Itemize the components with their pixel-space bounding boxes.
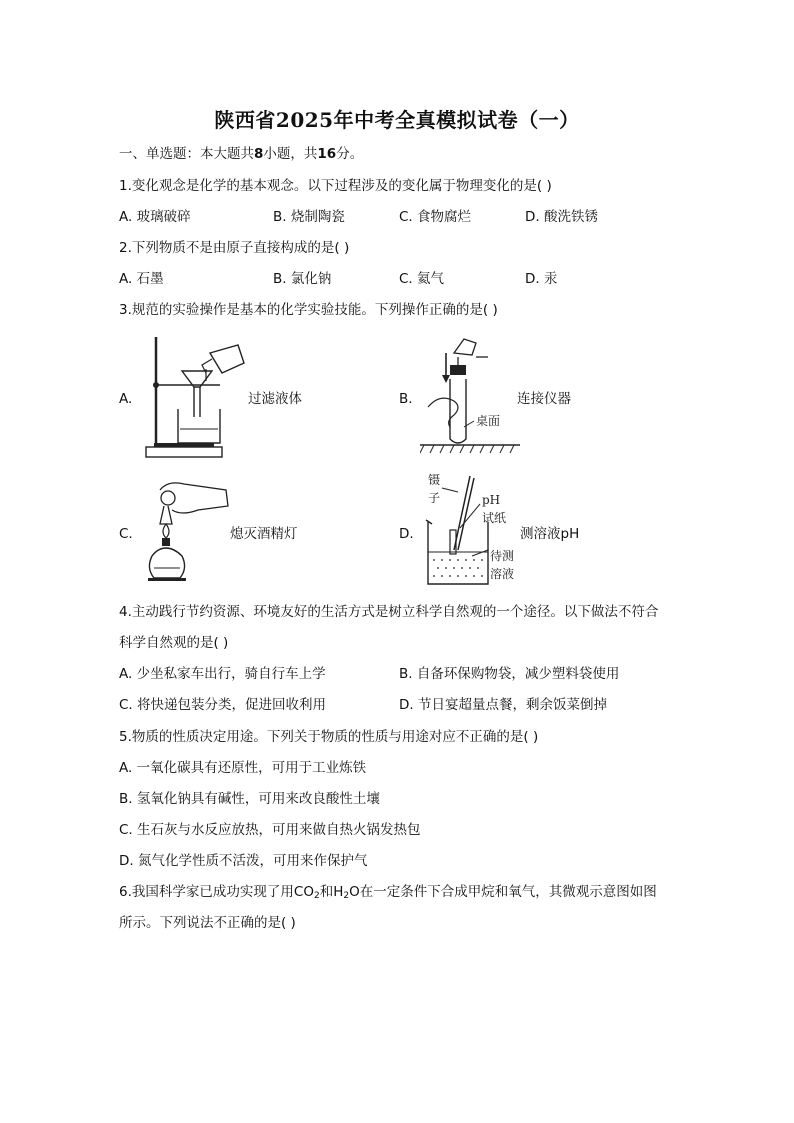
total-score: 16 (317, 146, 337, 162)
q2-option-a: A. 石墨 (119, 271, 164, 287)
q1-option-a: A. 玻璃破碎 (119, 209, 191, 225)
tweezers-label-1: 镊 (428, 473, 441, 487)
page-title: 陕西省2025年中考全真模拟试卷（一） (214, 108, 580, 132)
q5-option-c: C. 生石灰与水反应放热，可用来做自热火锅发热包 (119, 822, 421, 838)
q3-option-a-label: 过滤液体 (248, 391, 302, 407)
section-heading: 一、单选题：本大题共8小题，共16分。 (119, 146, 364, 162)
question-count: 8 (254, 146, 264, 162)
q5-option-b: B. 氢氧化钠具有碱性，可用来改良酸性土壤 (119, 791, 380, 807)
q1-option-b: B. 烧制陶瓷 (273, 209, 345, 225)
question-2-stem: 2.下列物质不是由原子直接构成的是( ) (119, 240, 350, 256)
question-6-stem-line-2: 所示。下列说法不正确的是( ) (119, 915, 296, 931)
q2-option-b: B. 氯化钠 (273, 271, 332, 287)
solution-label-1: 待测 (490, 549, 515, 563)
question-1-stem: 1.变化观念是化学的基本观念。以下过程涉及的变化属于物理变化的是( ) (119, 178, 552, 194)
q1-option-c: C. 食物腐烂 (399, 209, 472, 225)
ph-paper-label-2: 试纸 (482, 511, 507, 525)
question-5-stem: 5.物质的性质决定用途。下列关于物质的性质与用途对应不正确的是( ) (119, 729, 539, 745)
q4-option-b: B. 自备环保购物袋，减少塑料袋使用 (399, 666, 620, 682)
alcohol-lamp-figure (138, 476, 234, 588)
q5-option-a: A. 一氧化碳具有还原性，可用于工业炼铁 (119, 760, 367, 776)
q2-option-d: D. 汞 (525, 271, 558, 287)
q5-option-d: D. 氮气化学性质不活泼，可用来作保护气 (119, 853, 368, 869)
question-4-stem-line-1: 4.主动践行节约资源、环境友好的生活方式是树立科学自然观的一个途径。以下做法不符合 (119, 604, 659, 620)
q2-option-c: C. 氦气 (399, 271, 445, 287)
q3-option-d-label: 测溶液pH (520, 526, 580, 542)
q3-option-c-letter: C. (119, 526, 133, 542)
solution-label-2: 溶液 (490, 567, 515, 581)
h2o-formula: $H_2O$ (333, 884, 360, 901)
question-4-stem-line-2: 科学自然观的是( ) (119, 635, 229, 651)
ph-paper-label-1: pH (482, 493, 501, 507)
question-6-stem-line-1: 6.我国科学家已成功实现了用$CO_2$和$H_2O$在一定条件下合成甲烷和氧气，其微观示意图如图 (119, 884, 657, 901)
q4-option-d: D. 节日宴超量点餐，剩余饭菜倒掉 (399, 697, 607, 713)
filtration-apparatus-figure (142, 333, 252, 461)
q3-option-b-label: 连接仪器 (517, 391, 571, 407)
q3-option-b-letter: B. (399, 391, 413, 407)
ph-test-figure (424, 470, 520, 588)
tweezers-label-2: 子 (428, 491, 441, 505)
q3-option-c-label: 熄灭酒精灯 (230, 526, 298, 542)
q4-option-c: C. 将快递包装分类，促进回收利用 (119, 697, 327, 713)
desk-label: 桌面 (476, 414, 501, 428)
question-3-stem: 3.规范的实验操作是基本的化学实验技能。下列操作正确的是( ) (119, 302, 498, 318)
connect-apparatus-figure (420, 335, 520, 459)
co2-formula: $CO_2$ (293, 884, 320, 901)
q3-option-a-letter: A. (119, 391, 133, 407)
q1-option-d: D. 酸洗铁锈 (525, 209, 598, 225)
q4-option-a: A. 少坐私家车出行，骑自行车上学 (119, 666, 326, 682)
q3-option-d-letter: D. (399, 526, 414, 542)
